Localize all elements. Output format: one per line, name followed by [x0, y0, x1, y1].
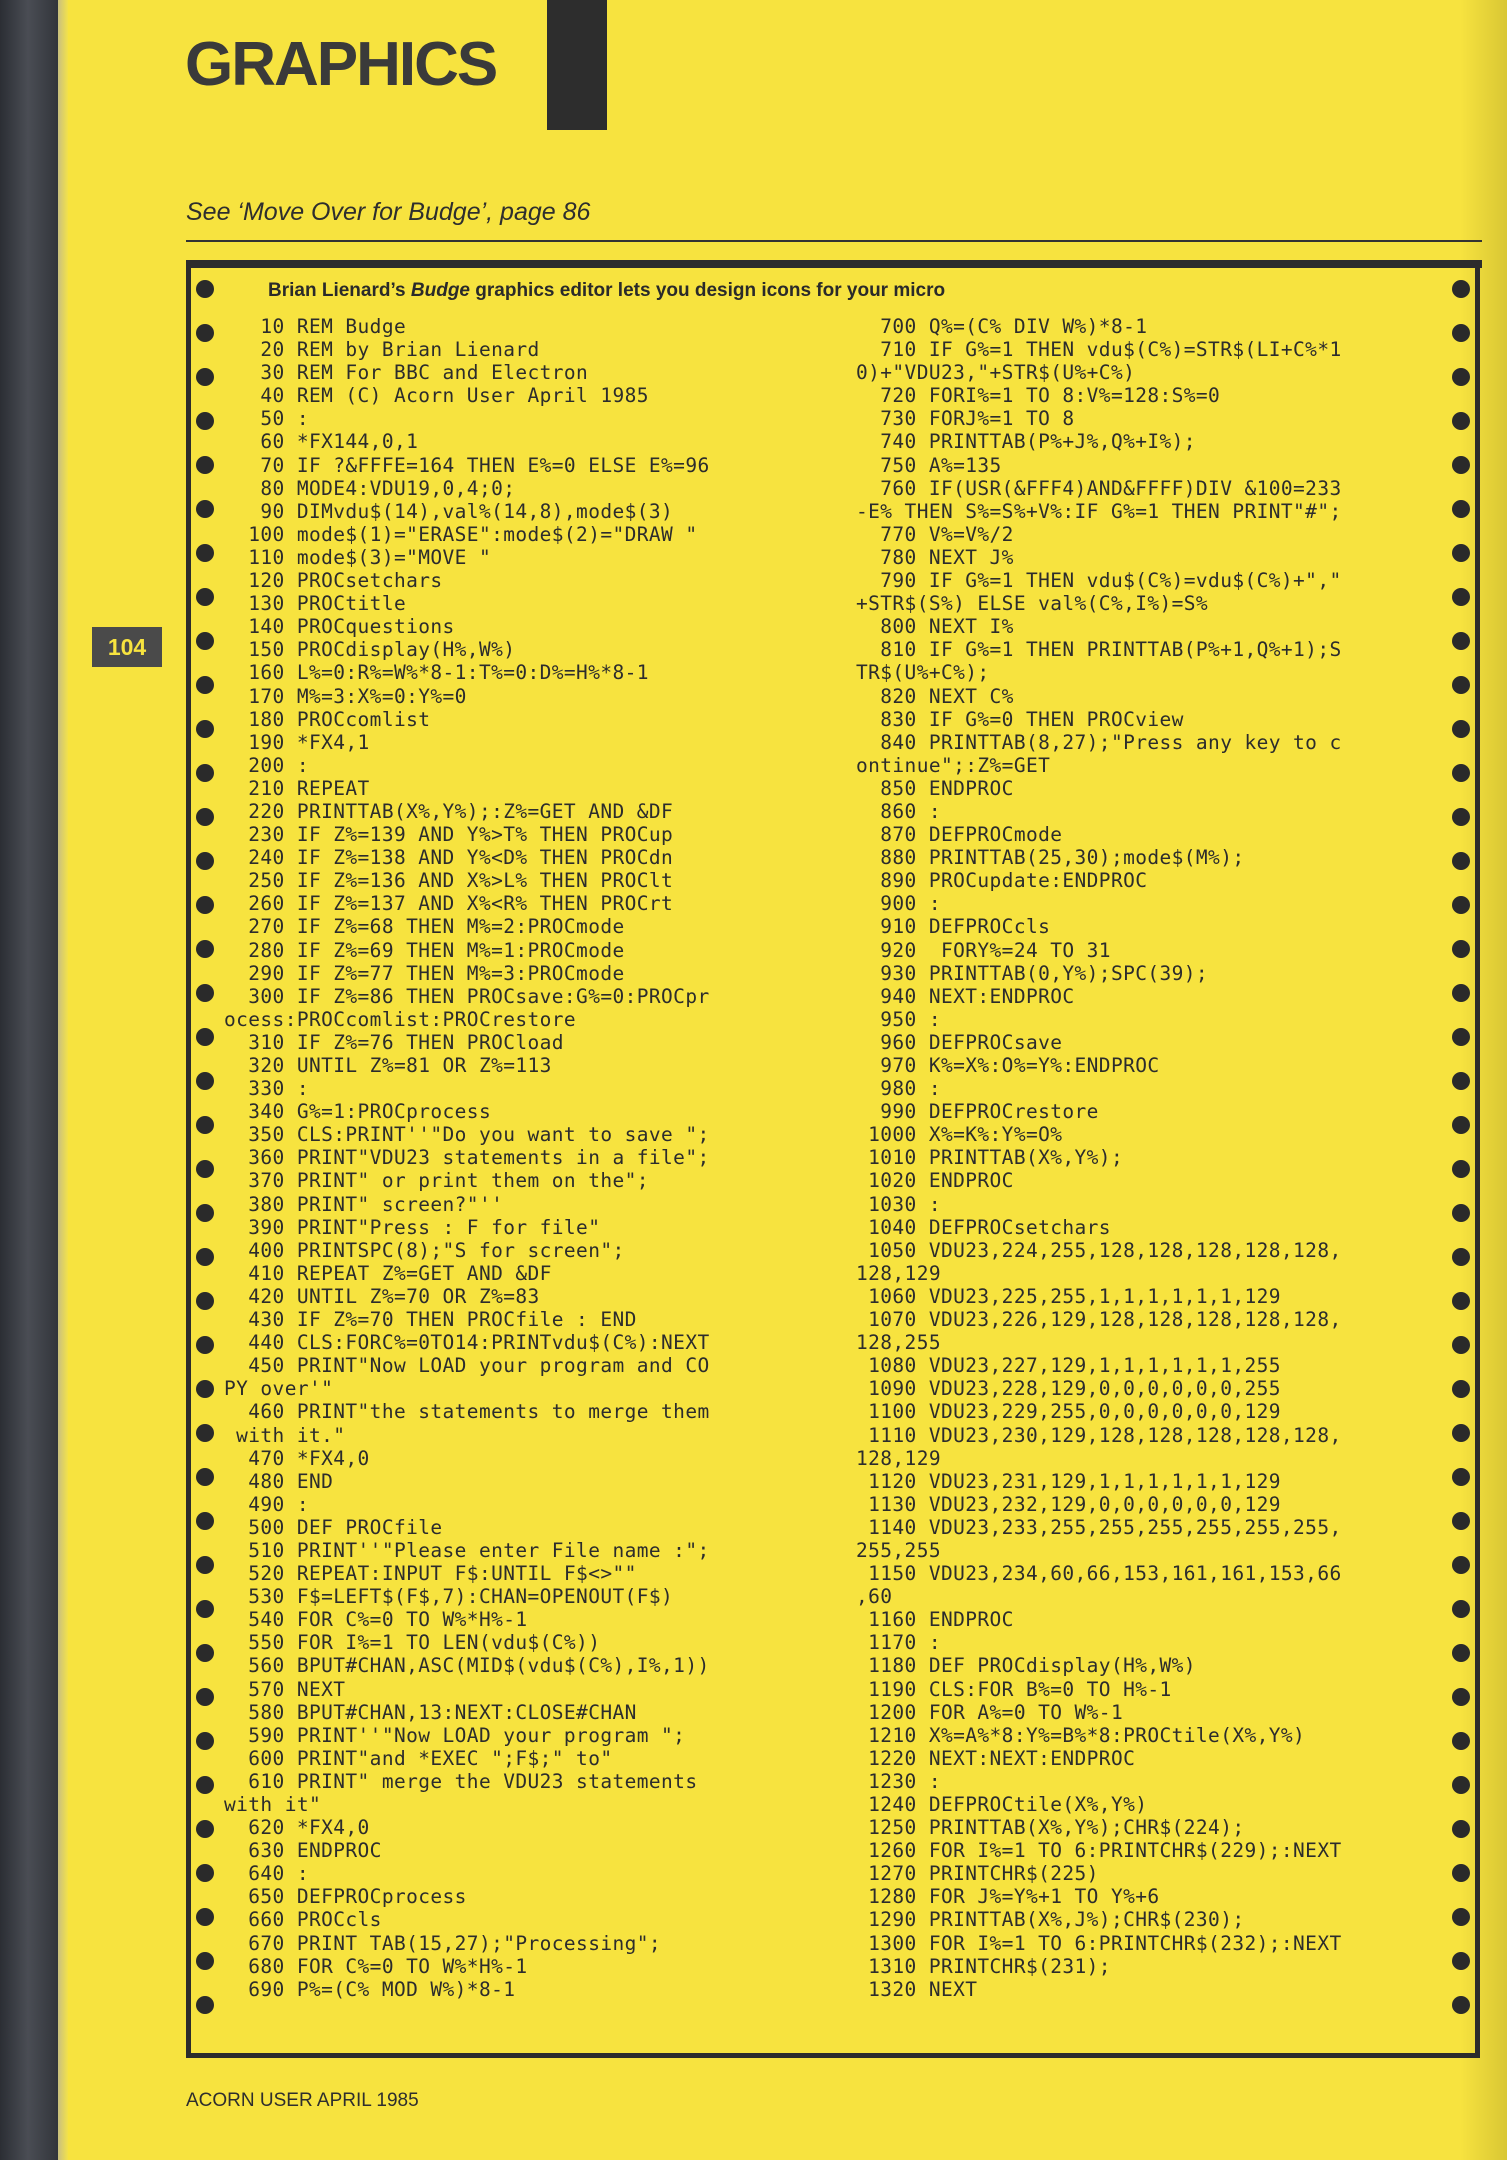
sprocket-hole: [196, 544, 214, 562]
sprocket-hole: [196, 1072, 214, 1090]
listing-heading-program: Budge: [410, 280, 470, 301]
code-line: 910 DEFPROCcls: [856, 915, 1051, 939]
code-line: 150 PROCdisplay(H%,W%): [224, 638, 516, 662]
code-line: 550 FOR I%=1 TO LEN(vdu$(C%)): [224, 1631, 601, 1655]
listing-heading: [268, 280, 945, 302]
code-line: 170 M%=3:X%=0:Y%=0: [224, 684, 467, 708]
code-line: 990 DEFPROCrestore: [856, 1100, 1099, 1124]
page-number-tab: 104: [92, 627, 162, 667]
code-line: 930 PRINTTAB(0,Y%);SPC(39);: [856, 961, 1209, 985]
code-line: 320 UNTIL Z%=81 OR Z%=113: [224, 1054, 552, 1077]
code-line: 1100 VDU23,229,255,0,0,0,0,0,0,129: [856, 1400, 1281, 1424]
code-line: 260 IF Z%=137 AND X%<R% THEN PROCrt: [224, 892, 674, 916]
code-line: 860 :: [856, 799, 941, 823]
code-line: 90 DIMvdu$(14),val%(14,8),mode$(3): [224, 499, 674, 523]
code-line: 500 DEF PROCfile: [224, 1515, 443, 1539]
sprocket-hole: [1452, 280, 1470, 298]
code-listing-left-column: [224, 315, 804, 2001]
code-line: 480 END: [224, 1469, 334, 1493]
sprocket-hole: [196, 1512, 214, 1530]
code-line: 20 REM by Brian Lienard: [224, 338, 540, 362]
sprocket-hole: [196, 852, 214, 870]
code-line: 460 PRINT"the statements to merge them: [224, 1400, 710, 1424]
code-line: 220 PRINTTAB(X%,Y%);:Z%=GET AND &DF: [224, 799, 674, 823]
code-line: 890 PROCupdate:ENDPROC: [856, 869, 1148, 893]
sprocket-hole: [196, 1380, 214, 1398]
code-line: 870 DEFPROCmode: [856, 823, 1063, 847]
code-line: 1130 VDU23,232,129,0,0,0,0,0,0,129: [856, 1492, 1281, 1516]
code-line: +STR$(S%) ELSE val%(C%,I%)=S%: [856, 592, 1209, 616]
sprocket-hole: [196, 1116, 214, 1134]
code-line: 190 *FX4,1: [224, 730, 370, 754]
code-line: 450 PRINT"Now LOAD your program and CO: [224, 1354, 710, 1378]
code-line: 160 L%=0:R%=W%*8-1:T%=0:D%=H%*8-1: [224, 661, 649, 685]
code-line: 620 *FX4,0: [224, 1816, 370, 1840]
sprocket-hole: [196, 1556, 214, 1574]
code-line: 40 REM (C) Acorn User April 1985: [224, 384, 649, 408]
sprocket-hole: [196, 500, 214, 518]
sprocket-hole: [196, 1424, 214, 1442]
code-line: 1230 :: [856, 1769, 941, 1793]
code-line: 10 REM Budge: [224, 315, 407, 338]
code-line: 1140 VDU23,233,255,255,255,255,255,255,: [856, 1515, 1342, 1539]
cross-reference-caption: See ‘Move Over for Budge’, page 86: [186, 198, 591, 226]
code-line: 980 :: [856, 1077, 941, 1101]
code-line: 1220 NEXT:NEXT:ENDPROC: [856, 1746, 1136, 1770]
code-line: 1010 PRINTTAB(X%,Y%);: [856, 1146, 1124, 1170]
code-line: 1070 VDU23,226,129,128,128,128,128,128,: [856, 1308, 1342, 1332]
code-line: 1030 :: [856, 1192, 941, 1216]
code-line: 700 Q%=(C% DIV W%)*8-1: [856, 315, 1148, 338]
code-line: 1260 FOR I%=1 TO 6:PRINTCHR$(229);:NEXT: [856, 1839, 1342, 1863]
code-line: 1240 DEFPROCtile(X%,Y%): [856, 1793, 1148, 1816]
code-line: 580 BPUT#CHAN,13:NEXT:CLOSE#CHAN: [224, 1700, 637, 1724]
code-line: 400 PRINTSPC(8);"S for screen";: [224, 1238, 625, 1262]
code-line: -E% THEN S%=S%+V%:IF G%=1 THEN PRINT"#";: [856, 499, 1342, 523]
page-footer: ACORN USER APRIL 1985: [186, 2090, 419, 2111]
sprocket-hole: [196, 368, 214, 386]
code-line: 610 PRINT" merge the VDU23 statements: [224, 1769, 698, 1793]
code-line: 210 REPEAT: [224, 776, 370, 800]
code-line: 710 IF G%=1 THEN vdu$(C%)=STR$(LI+C%*1: [856, 338, 1342, 362]
code-line: 650 DEFPROCprocess: [224, 1885, 467, 1909]
sprocket-hole: [196, 632, 214, 650]
sprocket-holes-left: [194, 260, 214, 2060]
code-line: 960 DEFPROCsave: [856, 1030, 1063, 1054]
code-line: 430 IF Z%=70 THEN PROCfile : END: [224, 1308, 637, 1332]
code-listing-right-column: [856, 315, 1466, 2001]
code-line: 300 IF Z%=86 THEN PROCsave:G%=0:PROCpr: [224, 984, 710, 1008]
code-line: 880 PRINTTAB(25,30);mode$(M%);: [856, 846, 1245, 870]
listing-heading-description: graphics editor lets you design icons for your micro: [470, 280, 946, 301]
code-line: 370 PRINT" or print them on the";: [224, 1169, 649, 1193]
sprocket-hole: [196, 1160, 214, 1178]
code-line: 310 IF Z%=76 THEN PROCload: [224, 1030, 564, 1054]
code-line: 470 *FX4,0: [224, 1446, 370, 1470]
code-line: 390 PRINT"Press : F for file": [224, 1215, 601, 1239]
code-line: 30 REM For BBC and Electron: [224, 361, 589, 385]
code-line: 1150 VDU23,234,60,66,153,161,161,153,66: [856, 1562, 1342, 1586]
code-line: 720 FORI%=1 TO 8:V%=128:S%=0: [856, 384, 1221, 408]
code-line: 1170 :: [856, 1631, 941, 1655]
code-line: 690 P%=(C% MOD W%)*8-1: [224, 1977, 516, 2001]
sprocket-hole: [196, 1732, 214, 1750]
code-line: 380 PRINT" screen?"'': [224, 1192, 504, 1216]
code-line: 900 :: [856, 892, 941, 916]
listing-panel-top-rule: [186, 260, 1482, 268]
code-line: 830 IF G%=0 THEN PROCview: [856, 707, 1184, 731]
code-line: 490 :: [224, 1492, 309, 1516]
code-line: 255,255: [856, 1538, 941, 1562]
binding-spine: [0, 0, 62, 2160]
code-line: 1000 X%=K%:Y%=O%: [856, 1123, 1063, 1147]
code-line: 940 NEXT:ENDPROC: [856, 984, 1075, 1008]
code-line: 130 PROCtitle: [224, 592, 407, 616]
code-line: 120 PROCsetchars: [224, 569, 443, 593]
code-line: with it.": [224, 1423, 346, 1447]
sprocket-hole: [196, 764, 214, 782]
page-edge: [58, 0, 68, 2160]
sprocket-hole: [196, 940, 214, 958]
listing-panel: [186, 260, 1482, 2060]
code-line: 50 :: [224, 407, 309, 431]
sprocket-hole: [196, 676, 214, 694]
code-line: 140 PROCquestions: [224, 615, 455, 639]
code-line: 420 UNTIL Z%=70 OR Z%=83: [224, 1284, 540, 1308]
code-line: 1300 FOR I%=1 TO 6:PRINTCHR$(232);:NEXT: [856, 1931, 1342, 1955]
sprocket-hole: [196, 1028, 214, 1046]
code-line: 920 FORY%=24 TO 31: [856, 938, 1111, 962]
code-line: 1020 ENDPROC: [856, 1169, 1014, 1193]
code-line: 240 IF Z%=138 AND Y%<D% THEN PROCdn: [224, 846, 674, 870]
code-line: 350 CLS:PRINT''"Do you want to save ";: [224, 1123, 710, 1147]
code-line: ocess:PROCcomlist:PROCrestore: [224, 1007, 577, 1031]
code-line: 530 F$=LEFT$(F$,7):CHAN=OPENOUT(F$): [224, 1585, 674, 1609]
code-line: 1040 DEFPROCsetchars: [856, 1215, 1111, 1239]
code-line: 1210 X%=A%*8:Y%=B%*8:PROCtile(X%,Y%): [856, 1723, 1306, 1747]
code-line: 590 PRINT''"Now LOAD your program ";: [224, 1723, 686, 1747]
code-line: 1090 VDU23,228,129,0,0,0,0,0,0,255: [856, 1377, 1281, 1401]
code-line: 1200 FOR A%=0 TO W%-1: [856, 1700, 1124, 1724]
code-line: 750 A%=135: [856, 453, 1002, 477]
code-line: 1110 VDU23,230,129,128,128,128,128,128,: [856, 1423, 1342, 1447]
code-line: 128,129: [856, 1446, 941, 1470]
sprocket-hole: [196, 412, 214, 430]
code-line: 70 IF ?&FFFE=164 THEN E%=0 ELSE E%=96: [224, 453, 710, 477]
code-line: 250 IF Z%=136 AND X%>L% THEN PROClt: [224, 869, 674, 893]
section-title: GRAPHICS: [185, 30, 497, 99]
sprocket-hole: [196, 1468, 214, 1486]
code-line: 970 K%=X%:O%=Y%:ENDPROC: [856, 1054, 1160, 1077]
sprocket-hole: [196, 588, 214, 606]
code-line: ontinue";:Z%=GET: [856, 753, 1051, 777]
code-line: 410 REPEAT Z%=GET AND &DF: [224, 1261, 552, 1285]
code-line: 1250 PRINTTAB(X%,Y%);CHR$(224);: [856, 1816, 1245, 1840]
sprocket-hole: [196, 1204, 214, 1222]
code-line: 740 PRINTTAB(P%+J%,Q%+I%);: [856, 430, 1196, 454]
code-line: 1080 VDU23,227,129,1,1,1,1,1,1,255: [856, 1354, 1281, 1378]
code-line: 1270 PRINTCHR$(225): [856, 1862, 1099, 1886]
code-line: 1050 VDU23,224,255,128,128,128,128,128,: [856, 1238, 1342, 1262]
code-line: 1320 NEXT: [856, 1977, 978, 2001]
code-line: 290 IF Z%=77 THEN M%=3:PROCmode: [224, 961, 625, 985]
code-line: 80 MODE4:VDU19,0,4;0;: [224, 476, 516, 500]
code-line: 950 :: [856, 1007, 941, 1031]
code-line: 0)+"VDU23,"+STR$(U%+C%): [856, 361, 1136, 385]
sprocket-hole: [196, 324, 214, 342]
code-line: 100 mode$(1)="ERASE":mode$(2)="DRAW ": [224, 522, 698, 546]
code-line: 230 IF Z%=139 AND Y%>T% THEN PROCup: [224, 823, 674, 847]
sprocket-hole: [196, 456, 214, 474]
code-line: 128,255: [856, 1331, 941, 1355]
section-marker-block: [547, 0, 607, 130]
sprocket-hole: [196, 1776, 214, 1794]
code-line: 1060 VDU23,225,255,1,1,1,1,1,1,129: [856, 1284, 1281, 1308]
sprocket-hole: [196, 808, 214, 826]
code-line: 800 NEXT I%: [856, 615, 1014, 639]
code-line: 670 PRINT TAB(15,27);"Processing";: [224, 1931, 662, 1955]
code-line: PY over'": [224, 1377, 334, 1401]
code-line: 1120 VDU23,231,129,1,1,1,1,1,1,129: [856, 1469, 1281, 1493]
code-line: 570 NEXT: [224, 1677, 346, 1701]
code-line: 820 NEXT C%: [856, 684, 1014, 708]
code-line: 360 PRINT"VDU23 statements in a file";: [224, 1146, 710, 1170]
sprocket-hole: [196, 280, 214, 298]
code-line: 760 IF(USR(&FFF4)AND&FFFF)DIV &100=233: [856, 476, 1342, 500]
code-line: 540 FOR C%=0 TO W%*H%-1: [224, 1608, 528, 1632]
code-line: 810 IF G%=1 THEN PRINTTAB(P%+1,Q%+1);S: [856, 638, 1342, 662]
listing-heading-author: Brian Lienard’s: [268, 280, 411, 301]
code-line: 180 PROCcomlist: [224, 707, 431, 731]
code-line: 60 *FX144,0,1: [224, 430, 419, 454]
code-line: ,60: [856, 1585, 893, 1609]
sprocket-hole: [196, 1600, 214, 1618]
code-line: 1190 CLS:FOR B%=0 TO H%-1: [856, 1677, 1172, 1701]
code-line: 780 NEXT J%: [856, 545, 1014, 569]
code-line: 440 CLS:FORC%=0TO14:PRINTvdu$(C%):NEXT: [224, 1331, 710, 1355]
code-line: 1290 PRINTTAB(X%,J%);CHR$(230);: [856, 1908, 1245, 1932]
code-line: 660 PROCcls: [224, 1908, 382, 1932]
code-line: 680 FOR C%=0 TO W%*H%-1: [224, 1954, 528, 1978]
sprocket-hole: [196, 984, 214, 1002]
code-line: 730 FORJ%=1 TO 8: [856, 407, 1075, 431]
code-line: 850 ENDPROC: [856, 776, 1014, 800]
sprocket-hole: [196, 1644, 214, 1662]
sprocket-hole: [196, 1688, 214, 1706]
code-line: 510 PRINT''"Please enter File name :";: [224, 1538, 710, 1562]
code-line: 790 IF G%=1 THEN vdu$(C%)=vdu$(C%)+",": [856, 569, 1342, 593]
code-line: 1180 DEF PROCdisplay(H%,W%): [856, 1654, 1196, 1678]
sprocket-hole: [196, 1292, 214, 1310]
divider-rule: [186, 240, 1482, 242]
code-line: 128,129: [856, 1261, 941, 1285]
code-line: 560 BPUT#CHAN,ASC(MID$(vdu$(C%),I%,1)): [224, 1654, 710, 1678]
sprocket-hole: [196, 1996, 214, 2014]
code-line: 1280 FOR J%=Y%+1 TO Y%+6: [856, 1885, 1160, 1909]
code-line: with it": [224, 1793, 322, 1816]
sprocket-hole: [196, 1248, 214, 1266]
code-line: 330 :: [224, 1077, 309, 1101]
sprocket-hole: [196, 1864, 214, 1882]
code-line: 340 G%=1:PROCprocess: [224, 1100, 492, 1124]
code-line: TR$(U%+C%);: [856, 661, 990, 685]
code-line: 1310 PRINTCHR$(231);: [856, 1954, 1111, 1978]
sprocket-hole: [196, 1820, 214, 1838]
code-line: 600 PRINT"and *EXEC ";F$;" to": [224, 1746, 613, 1770]
code-line: 630 ENDPROC: [224, 1839, 382, 1863]
sprocket-hole: [196, 896, 214, 914]
sprocket-hole: [196, 720, 214, 738]
code-line: 770 V%=V%/2: [856, 522, 1014, 546]
code-line: 1160 ENDPROC: [856, 1608, 1014, 1632]
code-line: 640 :: [224, 1862, 309, 1886]
sprocket-hole: [196, 1908, 214, 1926]
code-line: 110 mode$(3)="MOVE ": [224, 545, 492, 569]
code-line: 840 PRINTTAB(8,27);"Press any key to c: [856, 730, 1342, 754]
code-line: 200 :: [224, 753, 309, 777]
sprocket-hole: [196, 1336, 214, 1354]
code-line: 270 IF Z%=68 THEN M%=2:PROCmode: [224, 915, 625, 939]
code-line: 280 IF Z%=69 THEN M%=1:PROCmode: [224, 938, 625, 962]
code-line: 520 REPEAT:INPUT F$:UNTIL F$<>"": [224, 1562, 637, 1586]
sprocket-hole: [196, 1952, 214, 1970]
